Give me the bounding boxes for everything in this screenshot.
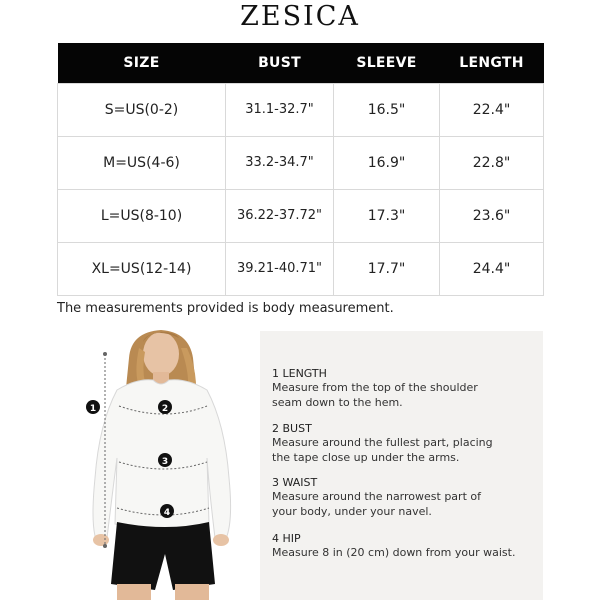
guide-desc-line: seam down to the hem.: [272, 395, 403, 409]
table-row: [58, 189, 544, 242]
cell-length: 22.4": [440, 83, 544, 136]
marker-label: 4: [163, 508, 171, 518]
table-row: [58, 136, 544, 189]
guide-item-hip: [272, 532, 537, 561]
guide-desc-line: your body, under your navel.: [272, 504, 432, 518]
cell-size: L=US(8-10): [58, 189, 226, 242]
cell-length: 23.6": [440, 189, 544, 242]
right-hand: [213, 534, 229, 546]
model-figure: [57, 328, 255, 600]
cell-sleeve: 16.9": [334, 136, 440, 189]
length-line-end: [103, 352, 107, 356]
marker-label: 1: [89, 404, 97, 414]
table-header-row: [58, 43, 544, 83]
marker-label: 2: [161, 404, 169, 414]
measurement-guide-panel: [260, 331, 543, 600]
measurement-note: The measurements provided is body measurement.: [57, 301, 394, 316]
marker-label: 3: [161, 457, 169, 467]
marker-hip: [160, 504, 174, 518]
brand-logo: ZESICA: [240, 1, 360, 32]
guide-item-waist: [272, 476, 537, 519]
header-bust: BUST: [226, 43, 334, 83]
cell-bust: 39.21-40.71": [226, 242, 334, 295]
guide-item-length: [272, 367, 537, 410]
cell-bust: 31.1-32.7": [226, 83, 334, 136]
header-length: LENGTH: [440, 43, 544, 83]
cell-sleeve: 17.7": [334, 242, 440, 295]
marker-waist: [158, 453, 172, 467]
header-size: SIZE: [58, 43, 226, 83]
size-chart-table: [57, 43, 544, 296]
guide-desc-line: Measure 8 in (20 cm) down from your waist.: [272, 546, 516, 559]
left-leg: [117, 584, 151, 600]
cell-size: S=US(0-2): [58, 83, 226, 136]
shorts-shape: [111, 522, 215, 590]
header-sleeve: SLEEVE: [334, 43, 440, 83]
cell-length: 24.4": [440, 242, 544, 295]
guide-title: 3 WAIST: [272, 476, 318, 489]
guide-desc-line: the tape close up under the arms.: [272, 450, 460, 464]
guide-title: 1 LENGTH: [272, 367, 327, 380]
guide-desc-line: Measure around the fullest part, placing: [272, 436, 493, 449]
cell-sleeve: 16.5": [334, 83, 440, 136]
model-illustration: [57, 328, 255, 600]
face-shape: [143, 332, 179, 376]
guide-desc-line: Measure from the top of the shoulder: [272, 381, 478, 394]
guide-item-bust: [272, 422, 537, 465]
guide-desc-line: Measure around the narrowest part of: [272, 490, 481, 503]
left-hand: [93, 534, 109, 546]
length-line-end: [103, 544, 107, 548]
cell-sleeve: 17.3": [334, 189, 440, 242]
guide-title: 2 BUST: [272, 422, 312, 435]
cell-length: 22.8": [440, 136, 544, 189]
cell-bust: 36.22-37.72": [226, 189, 334, 242]
marker-length: [86, 400, 100, 414]
table-row: [58, 83, 544, 136]
table-row: [58, 242, 544, 295]
cell-size: M=US(4-6): [58, 136, 226, 189]
right-leg: [175, 584, 209, 600]
marker-bust: [158, 400, 172, 414]
guide-title: 4 HIP: [272, 532, 301, 545]
cell-size: XL=US(12-14): [58, 242, 226, 295]
cell-bust: 33.2-34.7": [226, 136, 334, 189]
